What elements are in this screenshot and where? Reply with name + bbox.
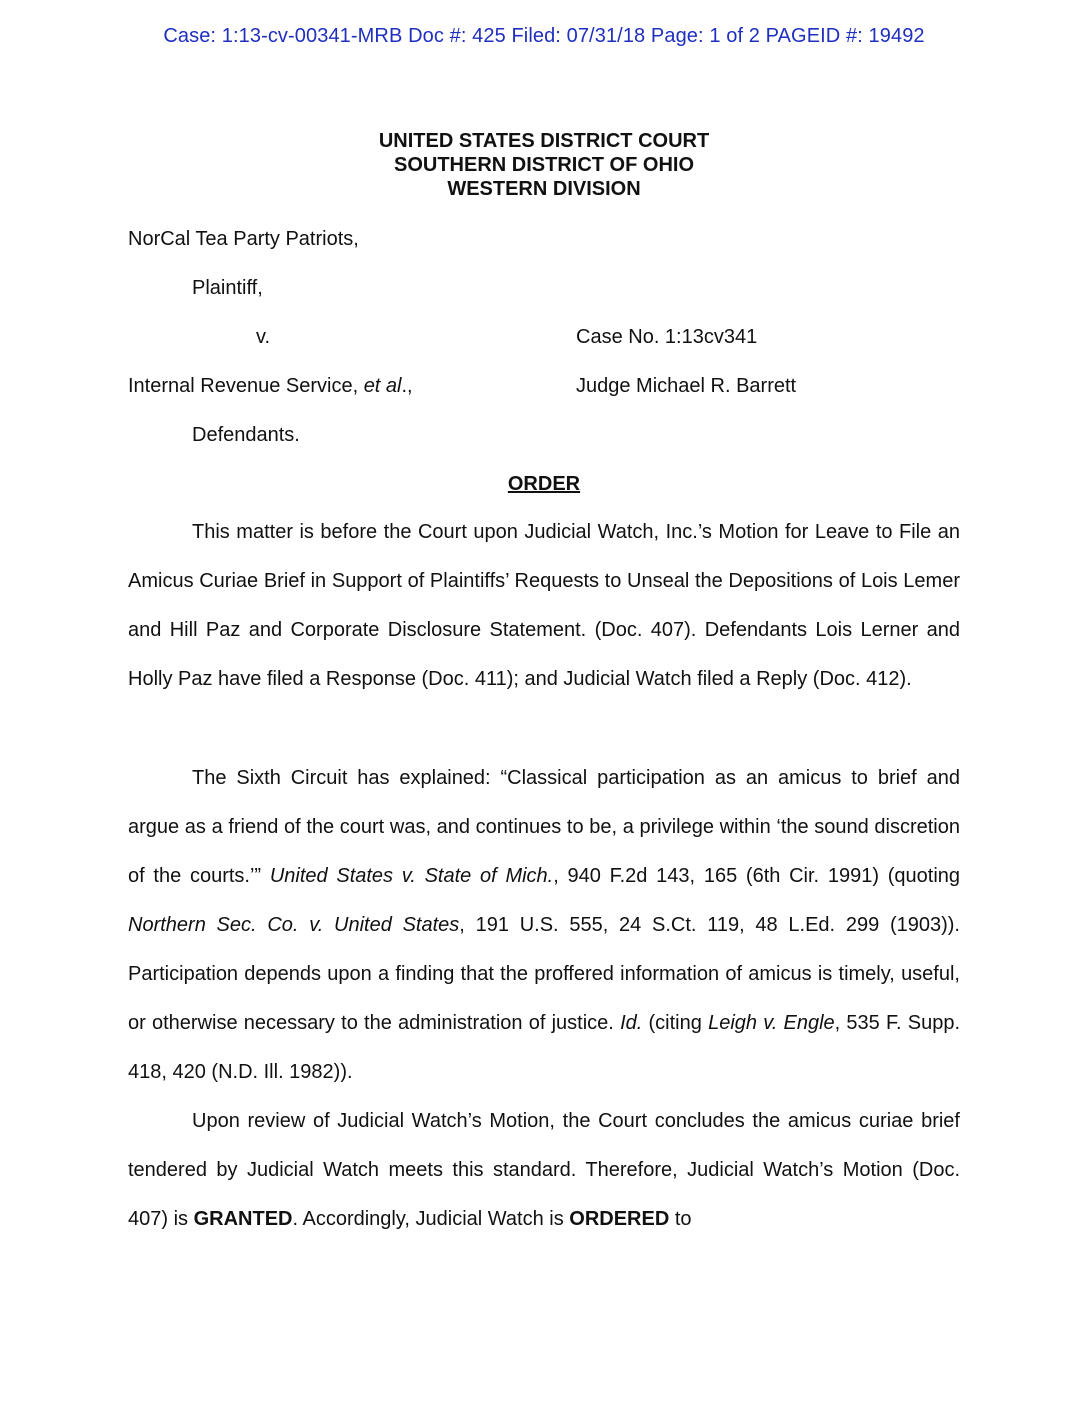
court-heading bbox=[0, 129, 1088, 201]
plaintiff-role: Plaintiff, bbox=[192, 277, 263, 299]
ordered-label: ORDERED bbox=[569, 1208, 670, 1230]
p2-citation-leigh: Leigh v. Engle bbox=[708, 1012, 835, 1034]
p2-text-b: , 940 F.2d 143, 165 (6th Cir. 1991) (quoting bbox=[553, 865, 961, 887]
defendant-name-etal: et al bbox=[363, 375, 402, 397]
p3-text-a: Upon review of Judicial Watch’s Motion, the Court concludes the amicus curiae brief tendered by Judicial Watch meets this standard. Therefore, Judicial Watch’s Motion (Doc. 407) is bbox=[128, 1110, 960, 1230]
order-title: ORDER bbox=[507, 473, 581, 495]
plaintiff-name: NorCal Tea Party Patriots, bbox=[128, 228, 359, 250]
p2-citation-id: Id. bbox=[620, 1012, 643, 1034]
p2-text-c: , 191 U.S. 555, 24 S.Ct. 119, 48 L.Ed. 299 (1903)). Participation depends upon a finding that the proffered information of amicus is timely, useful, or otherwise necessary to the administration of justice. bbox=[128, 914, 960, 1034]
defendant-role: Defendants. bbox=[192, 424, 300, 446]
paragraph-2 bbox=[128, 754, 960, 1097]
p2-text-a: The Sixth Circuit has explained: “Classical participation as an amicus to brief and argue as a friend of the court was, and continues to be, a privilege within ‘the sound discretion of the courts.’” bbox=[128, 767, 960, 887]
p3-text-b: . Accordingly, Judicial Watch is bbox=[292, 1208, 570, 1230]
p2-citation-mich: United States v. State of Mich. bbox=[269, 865, 554, 887]
p2-text-d: (citing bbox=[642, 1012, 709, 1034]
filing-stamp: Case: 1:13-cv-00341-MRB Doc #: 425 Filed: 07/31/18 Page: 1 of 2 PAGEID #: 19492 bbox=[163, 25, 925, 47]
versus: v. bbox=[256, 326, 271, 348]
defendant-name bbox=[128, 375, 413, 398]
paragraph-1: This matter is before the Court upon Judicial Watch, Inc.’s Motion for Leave to File an Amicus Curiae Brief in Support of Plaintiffs’ Requests to Unseal the Depositions of Lois Lemer and Hill Paz and Corporate Disclosure Statement. (Doc. 407). Defendants Lois Lerner and Holly Paz have filed a Response (Doc. 411); and Judicial Watch filed a Reply (Doc. 412). bbox=[128, 521, 960, 690]
p2-citation-northern: Northern Sec. Co. v. United States bbox=[128, 914, 460, 936]
p3-text-c: to bbox=[669, 1208, 692, 1230]
court-name: UNITED STATES DISTRICT COURT bbox=[378, 130, 710, 152]
paragraph-3 bbox=[128, 1097, 960, 1244]
p2-text-e: , 535 F. Supp. 418, 420 (N.D. Ill. 1982)). bbox=[128, 1012, 961, 1083]
district-name: SOUTHERN DISTRICT OF OHIO bbox=[394, 154, 694, 176]
judge-name: Judge Michael R. Barrett bbox=[576, 375, 797, 397]
defendant-name-suffix: ., bbox=[401, 375, 413, 397]
case-number: Case No. 1:13cv341 bbox=[576, 326, 758, 348]
defendant-name-prefix: Internal Revenue Service, bbox=[128, 375, 364, 397]
division-name: WESTERN DIVISION bbox=[447, 178, 641, 200]
granted-label: GRANTED bbox=[193, 1208, 293, 1230]
